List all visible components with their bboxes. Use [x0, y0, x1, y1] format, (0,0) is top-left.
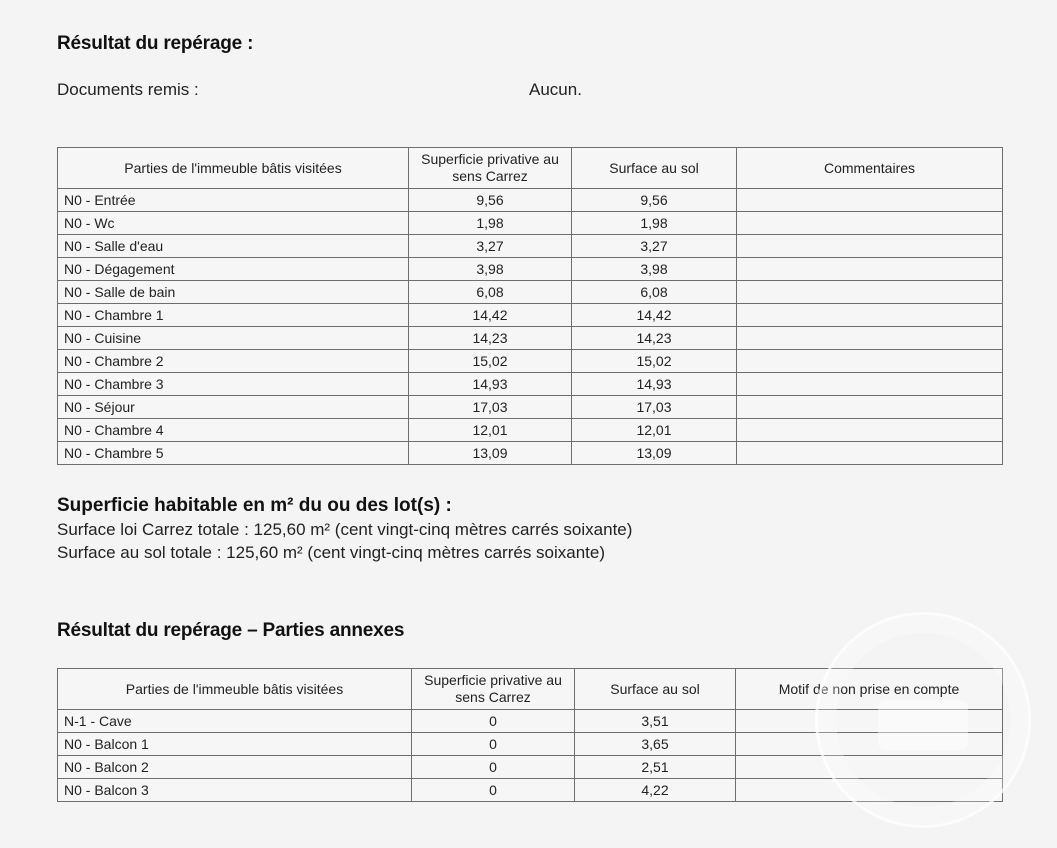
room-name-cell: N0 - Balcon 2 [58, 756, 412, 779]
carrez-value-cell: 3,27 [409, 235, 572, 258]
comment-cell [737, 258, 1003, 281]
section-title-repérage: Résultat du repérage : [57, 33, 254, 54]
sol-value-cell: 4,22 [575, 779, 736, 802]
carrez-value-cell: 13,09 [409, 442, 572, 465]
header-parties: Parties de l'immeuble bâtis visitées [58, 148, 409, 189]
comment-cell [737, 373, 1003, 396]
carrez-value-cell: 0 [412, 733, 575, 756]
table-row [58, 304, 1003, 327]
header-motif: Motif de non prise en compte [736, 669, 1003, 710]
table-row [58, 373, 1003, 396]
sol-value-cell: 14,23 [572, 327, 737, 350]
carrez-total-line: Surface loi Carrez totale : 125,60 m² (cent vingt-cinq mètres carrés soixante) [57, 520, 633, 539]
room-name-cell: N0 - Balcon 1 [58, 733, 412, 756]
motif-cell [736, 733, 1003, 756]
sol-value-cell: 13,09 [572, 442, 737, 465]
header-commentaires: Commentaires [737, 148, 1003, 189]
sol-value-cell: 15,02 [572, 350, 737, 373]
sol-value-cell: 6,08 [572, 281, 737, 304]
room-name-cell: N0 - Chambre 2 [58, 350, 409, 373]
header-carrez: Superficie privative au sens Carrez [409, 148, 572, 189]
section-title-annexes: Résultat du repérage – Parties annexes [57, 620, 405, 641]
room-name-cell: N0 - Chambre 4 [58, 419, 409, 442]
sol-value-cell: 12,01 [572, 419, 737, 442]
table-row [58, 281, 1003, 304]
table-row [58, 189, 1003, 212]
header-surface-sol: Surface au sol [572, 148, 737, 189]
sol-value-cell: 1,98 [572, 212, 737, 235]
carrez-value-cell: 14,93 [409, 373, 572, 396]
table-row [58, 327, 1003, 350]
room-name-cell: N0 - Chambre 5 [58, 442, 409, 465]
room-name-cell: N0 - Entrée [58, 189, 409, 212]
carrez-value-cell: 1,98 [409, 212, 572, 235]
motif-cell [736, 756, 1003, 779]
documents-remis-label: Documents remis : [57, 80, 199, 99]
motif-cell [736, 710, 1003, 733]
header-parties: Parties de l'immeuble bâtis visitées [58, 669, 412, 710]
comment-cell [737, 281, 1003, 304]
room-name-cell: N0 - Salle d'eau [58, 235, 409, 258]
carrez-value-cell: 14,23 [409, 327, 572, 350]
room-name-cell: N0 - Balcon 3 [58, 779, 412, 802]
sol-value-cell: 14,93 [572, 373, 737, 396]
table-header-row [58, 148, 1003, 189]
carrez-value-cell: 3,98 [409, 258, 572, 281]
room-name-cell: N0 - Chambre 3 [58, 373, 409, 396]
sol-value-cell: 3,65 [575, 733, 736, 756]
table-row [58, 258, 1003, 281]
rooms-table [57, 147, 1003, 465]
table-row [58, 442, 1003, 465]
documents-remis-value: Aucun. [529, 80, 582, 99]
comment-cell [737, 350, 1003, 373]
carrez-value-cell: 12,01 [409, 419, 572, 442]
table-row [58, 756, 1003, 779]
table-row [58, 779, 1003, 802]
sol-value-cell: 3,51 [575, 710, 736, 733]
table-row [58, 733, 1003, 756]
carrez-value-cell: 14,42 [409, 304, 572, 327]
comment-cell [737, 419, 1003, 442]
room-name-cell: N0 - Dégagement [58, 258, 409, 281]
sol-value-cell: 3,98 [572, 258, 737, 281]
sol-total-line: Surface au sol totale : 125,60 m² (cent vingt-cinq mètres carrés soixante) [57, 543, 606, 562]
carrez-value-cell: 15,02 [409, 350, 572, 373]
motif-cell [736, 779, 1003, 802]
header-carrez: Superficie privative au sens Carrez [412, 669, 575, 710]
sol-value-cell: 3,27 [572, 235, 737, 258]
comment-cell [737, 212, 1003, 235]
room-name-cell: N0 - Wc [58, 212, 409, 235]
comment-cell [737, 396, 1003, 419]
carrez-value-cell: 17,03 [409, 396, 572, 419]
table-row [58, 350, 1003, 373]
carrez-value-cell: 0 [412, 710, 575, 733]
carrez-value-cell: 0 [412, 756, 575, 779]
comment-cell [737, 235, 1003, 258]
table-row [58, 235, 1003, 258]
table-row [58, 396, 1003, 419]
sol-value-cell: 17,03 [572, 396, 737, 419]
comment-cell [737, 189, 1003, 212]
sol-value-cell: 14,42 [572, 304, 737, 327]
room-name-cell: N0 - Salle de bain [58, 281, 409, 304]
comment-cell [737, 327, 1003, 350]
annexes-table [57, 668, 1003, 802]
carrez-value-cell: 9,56 [409, 189, 572, 212]
room-name-cell: N0 - Cuisine [58, 327, 409, 350]
comment-cell [737, 304, 1003, 327]
summary-title: Superficie habitable en m² du ou des lot(s) : [57, 495, 452, 516]
room-name-cell: N-1 - Cave [58, 710, 412, 733]
table-row [58, 212, 1003, 235]
table-row [58, 419, 1003, 442]
surface-summary [57, 494, 632, 564]
carrez-value-cell: 0 [412, 779, 575, 802]
sol-value-cell: 2,51 [575, 756, 736, 779]
comment-cell [737, 442, 1003, 465]
carrez-value-cell: 6,08 [409, 281, 572, 304]
sol-value-cell: 9,56 [572, 189, 737, 212]
room-name-cell: N0 - Chambre 1 [58, 304, 409, 327]
table-header-row [58, 669, 1003, 710]
room-name-cell: N0 - Séjour [58, 396, 409, 419]
table-row [58, 710, 1003, 733]
header-surface-sol: Surface au sol [575, 669, 736, 710]
